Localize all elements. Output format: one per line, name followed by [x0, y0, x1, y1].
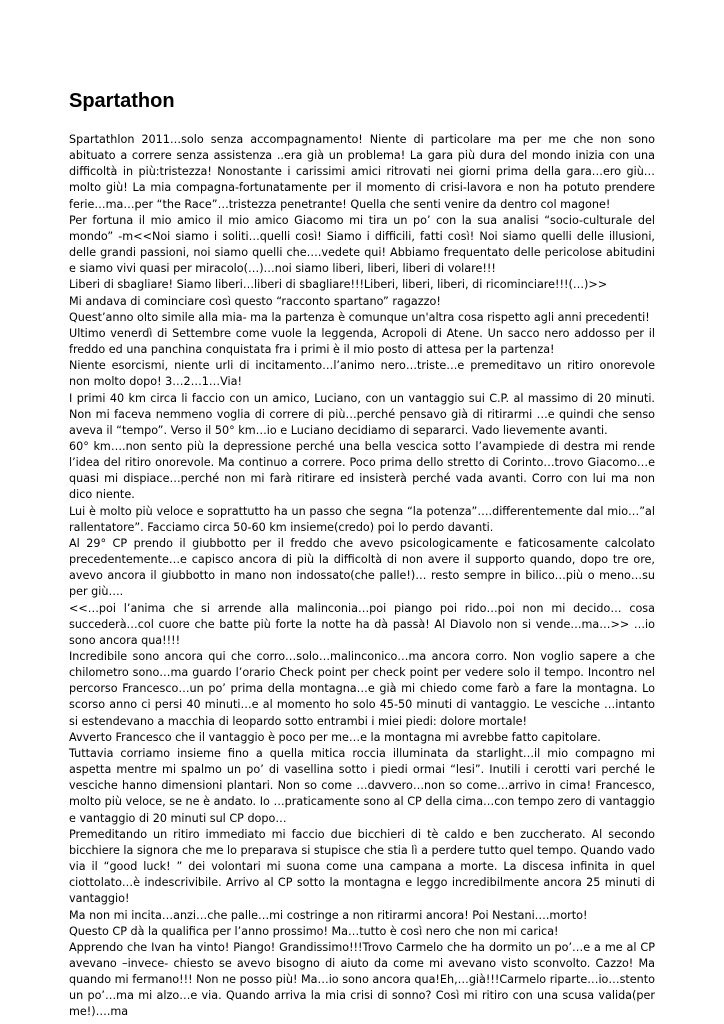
paragraph: 60° km….non sento più la depressione perché una bella vescica sotto l’avampiede di destra mi rende l’idea del ritiro onorevole. Ma continuo a correre. Poco prima dello stretto di Corinto…trovo Giacomo…e quasi mi dispiace…perché non mi farà ritirare ed insisterà perché vada avanti. Corro con lui ma non dico niente.: [69, 439, 655, 502]
paragraph: Ultimo venerdì di Settembre come vuole la leggenda, Acropoli di Atene. Un sacco nero addosso per il freddo ed una panchina conquistata fra i primi è il mio posto di attesa per la partenza!: [69, 326, 655, 357]
document-page: [69, 88, 655, 1021]
paragraph: Al 29° CP prendo il giubbotto per il freddo che avevo psicologicamente e faticosamente calcolato precedentemente…e capisco ancora di più la difficoltà di non avere il supporto quando, dopo tre ore, avevo ancora il giubbotto in mano non indossato(che palle!)… resto sempre in bilico…più o meno…su per giù….: [69, 536, 655, 599]
paragraph: Incredibile sono ancora qui che corro…solo…malinconico…ma ancora corro. Non voglio sapere a che chilometro sono…ma guardo l’orario Check point per check point per vedere solo il tempo. Incontro nel percorso Francesco…un po’ prima della montagna…e già mi chiedo come farò a fare la montagna. Lo scorso anno ci persi 40 minuti…e al momento ho solo 45-50 minuti di vantaggio. Le vesciche …intanto si estendevano a macchia di leopardo sotto entrambi i miei piedi: dolore mortale!: [69, 650, 655, 728]
paragraph: Premeditando un ritiro immediato mi faccio due bicchieri di tè caldo e ben zuccherato. Al secondo bicchiere la signora che me lo preparava si stupisce che stia lì a perdere tutto quel tempo. Quando vado via il “good luck! ” dei volontari mi suona come una campana a morte. La discesa infinita in quel ciottolato…è indescrivibile. Arrivo al CP sotto la montagna e leggo incredibilmente ancora 25 minuti di vantaggio!: [69, 827, 655, 906]
paragraph: I primi 40 km circa li faccio con un amico, Luciano, con un vantaggio sui C.P. al massimo di 20 minuti. Non mi faceva nemmeno voglia di correre di più…perché pensavo già di ritirarmi …e quindi che senso aveva il “tempo”. Verso il 50° km…io e Luciano decidiamo di separarci. Vado lievemente avanti.: [69, 391, 655, 437]
paragraph: Questo CP dà la qualifica per l’anno prossimo! Ma…tutto è così nero che non mi carica!: [69, 924, 559, 938]
paragraph: Ma non mi incita…anzi…che palle…mi costringe a non ritirarmi ancora! Poi Nestani….morto!: [69, 908, 588, 922]
paragraph: Per fortuna il mio amico il mio amico Giacomo mi tira un po’ con la sua analisi “socio-culturale del mondo” -m<<Noi siamo i soliti…quelli così! Siamo i difficili, fatti così! Noi siamo quelli delle illusioni, delle grandi passioni, noi siamo quelli che….vedete qui! Abbiamo frequentato delle pericolose abitudini e siamo vivi quasi per miracolo(…)…noi siamo liberi, liberi, liberi di volare!!!: [69, 213, 655, 276]
document-body: [69, 132, 655, 1021]
paragraph: Avverto Francesco che il vantaggio è poco per me…e la montagna mi avrebbe fatto capitolare.: [69, 730, 601, 744]
paragraph: Lui è molto più veloce e soprattutto ha un passo che segna “la potenza”….differentemente dal mio…”al rallentatore”. Facciamo circa 50-60 km insieme(credo) poi lo perdo davanti.: [69, 504, 655, 534]
paragraph: Apprendo che Ivan ha vinto! Piango! Grandissimo!!!Trovo Carmelo che ha dormito un po’…e a me al CP avevano –invece- chiesto se avevo bisogno di aiuto da come mi avevano visto sconvolto. Cazzo! Ma quando mi fermano!!! Non ne posso più! Ma…io sono ancora qua!Eh,…già!!!Carmelo riparte…io…stento un po’…ma mi alzo…e via. Quando arriva la mia crisi di sonno? Così mi ritiro con una scusa valida(per me!)….ma: [69, 940, 655, 1019]
paragraph: Quest’anno olto simile alla mia- ma la partenza è comunque un'altra cosa rispetto agli anni precedenti!: [69, 310, 650, 324]
paragraph: Liberi di sbagliare! Siamo liberi…liberi di sbagliare!!!Liberi, liberi, liberi, di ricominciare!!!(…)>>: [69, 278, 608, 292]
paragraph: <<…poi l’anima che si arrende alla malinconia…poi piango poi rido…poi non mi decido… cosa succederà…col cuore che batte più forte la notte ha dà passà! Al Diavolo non si vende…ma…>> …io sono ancora qua!!!!: [69, 601, 655, 647]
paragraph: Mi andava di cominciare così questo “racconto spartano” ragazzo!: [69, 294, 441, 308]
paragraph: Tuttavia corriamo insieme fino a quella mitica roccia illuminata da starlight…il mio compagno mi aspetta mentre mi spalmo un po’ di vasellina sotto i piedi ormai “lesi”. Inutili i cerotti vari perché le vesciche hanno dimensioni plantari. Non so come …davvero…non so come…arrivo in cima! Francesco, molto più veloce, se ne è andato. Io …praticamente sono al CP della cima…con tempo zero di vantaggio e vantaggio di 20 minuti sul CP dopo…: [69, 746, 655, 825]
page-title: Spartathon: [69, 90, 175, 112]
paragraph: Niente esorcismi, niente urli di incitamento…l’animo nero…triste…e premeditavo un ritiro onorevole non molto dopo! 3…2…1…Via!: [69, 359, 655, 389]
paragraph: Spartathlon 2011…solo senza accompagnamento! Niente di particolare ma per me che non sono abituato a correre senza assistenza ..era già un problema! La gara più dura del mondo inizia con una difficoltà in più:tristezza! Nonostante i carissimi amici ritrovati nei giorni prima della gara…ero giù…molto giù! La mia compagna-fortunatamente per il momento di crisi-lavora e non ha potuto prendere ferie…ma…per “the Race”…tristezza penetrante! Quella che senti venire da dentro col magone!: [69, 133, 655, 211]
